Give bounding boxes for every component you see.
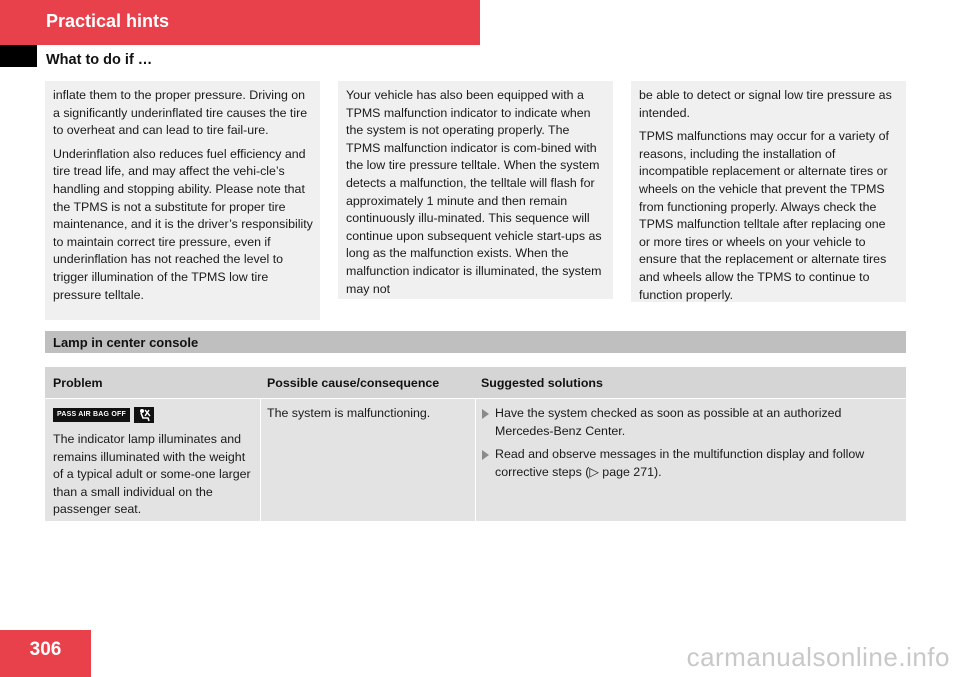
pass-air-bag-off-badge: PASS AIR BAG OFF xyxy=(53,408,130,422)
page-subtitle: What to do if … xyxy=(46,52,153,68)
page-title: Practical hints xyxy=(46,11,170,31)
paragraph: inflate them to the proper pressure. Driving on a significantly underinflated tire causes the tire to overheat and can lead to tire fail-ure. xyxy=(53,88,308,138)
list-item xyxy=(481,446,901,481)
column-header-solutions: Suggested solutions xyxy=(481,376,603,390)
column-header-problem: Problem xyxy=(53,376,103,390)
bullet-triangle-icon xyxy=(482,409,489,419)
table-header-row xyxy=(45,367,906,398)
paragraph: TPMS malfunctions may occur for a variety of reasons, including the installation of incompatible replacement or alternate tires or wheels on the vehicle that prevent the TPMS from functioning properly. Always check the TPMS malfunction telltale after replacing one or more tires or wheels on your vehicle to ensure that the replacement or alternate tires and wheels allow the TPMS to continue to function properly. xyxy=(639,129,889,302)
text-column-2 xyxy=(338,81,613,299)
bullet-triangle-icon xyxy=(482,450,489,460)
text-column-3 xyxy=(631,81,906,302)
section-header: Lamp in center console xyxy=(45,331,906,353)
list-item xyxy=(481,405,901,440)
paragraph: Underinflation also reduces fuel efficiency and tire tread life, and may affect the vehi-cle’s handling and stopping ability. Please note that the TPMS is not a substitute for proper tire maintenance, and it is the driver’s responsibility to maintain correct tire pressure, even if underinflation has not reached the level to trigger illumination of the TPMS low tire pressure telltale. xyxy=(53,146,313,302)
cell-divider xyxy=(260,399,261,521)
cell-solutions xyxy=(481,405,901,487)
page-number: 306 xyxy=(29,639,62,660)
watermark: carmanualsonline.info xyxy=(686,642,950,672)
solution-text: Have the system checked as soon as possible at an authorized Mercedes-Benz Center. xyxy=(495,406,842,438)
paragraph: Your vehicle has also been equipped with a TPMS malfunction indicator to indicate when the system is not operating properly. The TPMS malfunction indicator is com-bined with the low tire pressure telltale. When the system detects a malfunction, the telltale will flash for approximately 1 minute and then remain continuously illu-minated. This sequence will continue upon subsequent vehicle start-ups as long as the malfunction exists. When the malfunction indicator is illuminated, the system may not xyxy=(346,88,602,296)
passenger-seat-icon xyxy=(134,407,154,423)
column-header-cause: Possible cause/consequence xyxy=(267,376,440,390)
table-row xyxy=(45,399,906,521)
chapter-tab-marker xyxy=(0,45,37,67)
cell-divider xyxy=(475,399,476,521)
cell-cause: The system is malfunctioning. xyxy=(267,406,431,420)
problem-text: The indicator lamp illuminates and remains illuminated with the weight of a typical adult or some-one larger than a small individual on the passenger seat. xyxy=(53,432,251,517)
text-column-1 xyxy=(45,81,320,320)
indicator-lamp-symbols xyxy=(53,405,255,425)
cell-problem xyxy=(53,399,255,519)
paragraph: be able to detect or signal low tire pressure as intended. xyxy=(639,88,892,120)
solution-text: Read and observe messages in the multifunction display and follow corrective steps (▷ page 271). xyxy=(495,447,865,479)
